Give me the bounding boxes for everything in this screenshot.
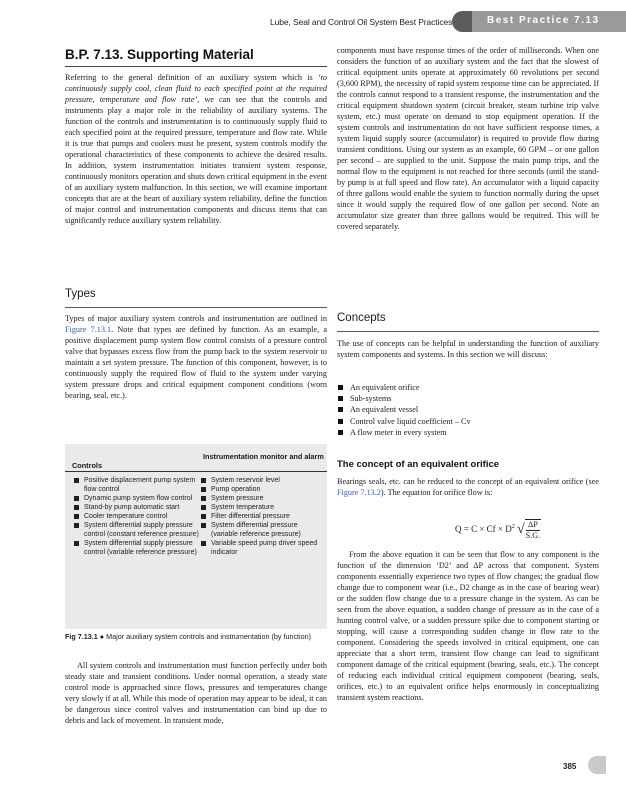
list-item: Dynamic pump system flow control [72,494,202,503]
controls-list [72,476,202,557]
list-item: Control valve liquid coefficient – Cv [337,416,599,427]
bottom-left-paragraph: All system controls and instrumentation must function perfectly under both steady state and transient conditions. Under normal operation, a steady state control mode is approached since flows, pressures and temperatures change very slowly if at all. While this mode of operation may appear to be ideal, it can be dangerous since control valves and instrumentation can bind up due to debris and lack of movement. In transient mode, [65,661,327,725]
list-item: System differential pressure (variable reference pressure) [199,521,323,539]
alarm-list [199,476,323,557]
page-tab [588,756,606,774]
right-top-paragraph: components must have response times of the order of milliseconds. When one considers the function of an auxiliary system and the fact that the slowest of critical equipment units operate at approximately 60 revolutions per second (3,600 RPM), the necessity of rapid system response time can be appreciated. If the controls cannot respond to a transient response, the instrumentation and the critical equipment shutdown system (circuit breaker, steam turbine trip valve system, etc.) must operate on demand to stop equipment operation. If the system controls and instrumentation do not have sufficient response times, a system liquid supply source (accumulator) is required to provide flow during transient conditions. Using our system as an example, 60 GPM – or one gallon per second – are supplied to the unit. Suppose the main pump trips, and the normal flow to the equipment is not reached for three seconds (until the stand-by pump is at full speed and flow rate). An accumulator with a liquid capacity of three gallons would enable the system to function normally during the upset since it would supply the required flow of one gallon per second. Note an accumulator size greater than three gallons would be required. This will be covered separately. [337,46,599,231]
orifice-intro: Bearings seals, etc. can be reduced to the concept of an equivalent orifice (see Figure 7.13.2). The equation for orifice flow is: [337,477,599,497]
concepts-list [337,382,599,438]
list-item: Cooler temperature control [72,512,202,521]
list-item: System pressure [199,494,323,503]
concepts-intro: The use of concepts can be helpful in understanding the function of auxiliary system components and systems. In this section we will discuss: [337,339,599,359]
list-item: A flow meter in every system [337,427,599,438]
list-item: System differential supply pressure control (constant reference pressure) [72,521,202,539]
list-item: Filter differential pressure [199,512,323,521]
list-item: Pump operation [199,485,323,494]
list-item: Stand-by pump automatic start [72,503,202,512]
best-practice-label: Best Practice 7.13 [487,15,600,26]
orifice-heading: The concept of an equivalent orifice [337,459,500,470]
page-number: 385 [563,762,577,771]
figure-link-7-13-2[interactable]: Figure 7.13.2 [337,488,381,497]
list-item: Positive displacement pump system flow control [72,476,202,494]
title-rule [65,66,327,67]
orifice-equation: $Q = C \times Cf \times D^2$ √ $\frac{\Delta P}{S.G.}$ [455,520,541,540]
list-item: System reservoir level [199,476,323,485]
running-title: Lube, Seal and Control Oil System Best Practices [270,17,453,27]
concepts-rule [337,331,599,332]
figure-caption: Fig 7.13.1 ● Major auxiliary system controls and instrumentation (by function) [65,632,312,641]
types-heading: Types [65,288,96,300]
table-rule [65,471,327,472]
list-item: Sub-systems [337,393,599,404]
intro-paragraph: Referring to the general definition of an auxiliary system which is ‘to continuously supply cool, clean fluid to each specified point at the required pressure, temperature and flow rate’, we can see that the controls and instruments play a major role in the reliability of auxiliary systems. The function of the controls and instrumentation is to continuously supply fluid to each specified point at the required pressure, temperature and flow rate. While it is true that pumps and coolers must be present, system controls modify the operational characteristics of these components to achieve the desired results. In addition, system instrumentation initiates transient system response, continuously monitors operation and shuts down critical equipment in the event of an auxiliary system malfunction. In this section, we will examine important concepts that are at the heart of auxiliary system reliability, define the function of major control and instrumentation components and discuss items that can significantly reduce auxiliary system reliability. [65,73,328,225]
list-item: System temperature [199,503,323,512]
types-paragraph: Types of major auxiliary system controls and instrumentation are outlined in Figure 7.13.1. Note that types are defined by function. As an example, a positive displacement pump system flow control consists of a pressure control valve that bypasses excess flow from the pump back to the system reservoir to maintain a set system pressure. The function of this component, however, is to continuously supply the required flow of fluid to the system under varying system pressure drops and critical equipment component conditions (worn bearing, seal, etc.). [65,314,327,400]
list-item: An equivalent orifice [337,382,599,393]
figure-link-7-13-1[interactable]: Figure 7.13.1 [65,325,112,334]
concepts-heading: Concepts [337,312,386,324]
orifice-body: From the above equation it can be seen that flow to any component is the function of the dimension ‘D2’ and ΔP across that component. System components essentially experience two types of flow changes; the gradual flow change due to component wear (i.e., D2 change as in the case of bearing wear) or the sudden flow change due to a pressure change in the system. As can be seen from the above equation, a sudden change of pressure as in the case of a hunting control valve, or a sudden pressure spike due to component starting or stopping, will cause a corresponding sudden change in flow rate to the component. Considering the speeds involved in critical equipment, one can appreciate that a short term, transient flow change can lead to significant component damage of the critical equipment (bearing, seals, etc.). The concept of reducing each individual critical equipment component (bearing, seals, orifices, etc.) to an equivalent orifice helps enormously in conceptualizing transient system reactions. [337,550,599,702]
types-rule [65,307,327,308]
page-title: B.P. 7.13. Supporting Material [65,47,254,62]
table-header-alarm: Instrumentation monitor and alarm [203,452,324,461]
list-item: An equivalent vessel [337,404,599,415]
list-item: Variable speed pump driver speed indicator [199,539,323,557]
table-header-controls: Controls [72,461,102,470]
list-item: System differential supply pressure control (variable reference pressure) [72,539,202,557]
header-tab-cap [452,11,472,32]
